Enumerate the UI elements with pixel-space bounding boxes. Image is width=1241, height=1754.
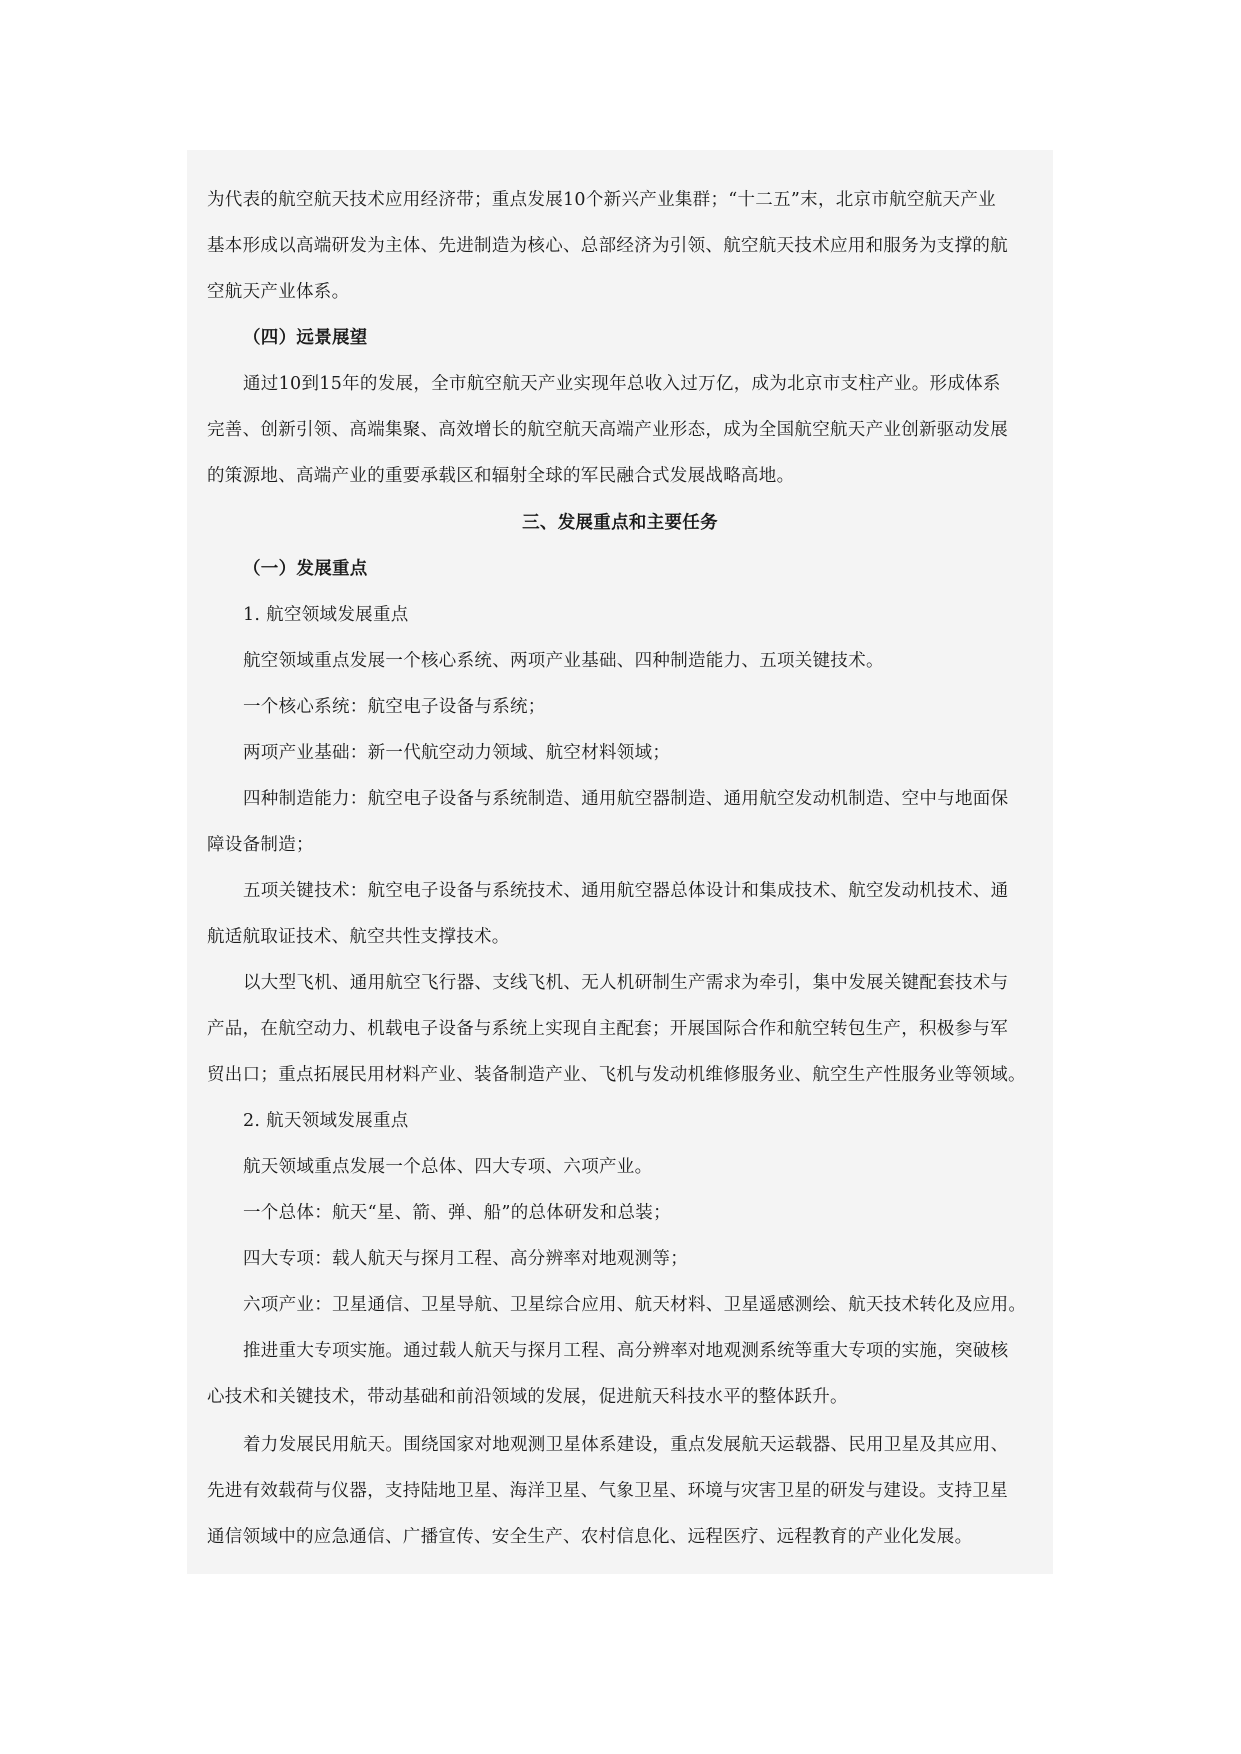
text-line: 一个总体：航天“星、箭、弹、船”的总体研发和总装； (243, 1203, 671, 1223)
text-line: 着力发展民用航天。围绕国家对地观测卫星体系建设，重点发展航天运载器、民用卫星及其应用、 (243, 1435, 1009, 1455)
text-line: 为代表的航空航天技术应用经济带；重点发展10个新兴产业集群；“十二五”末，北京市航空航天产业 (207, 190, 996, 210)
text-line: 四大专项：载人航天与探月工程、高分辨率对地观测等； (243, 1249, 688, 1269)
section-heading: （一）发展重点 (243, 559, 368, 579)
chapter-heading: 三、发展重点和主要任务 (522, 513, 718, 533)
text-line: 四种制造能力：航空电子设备与系统制造、通用航空器制造、通用航空发动机制造、空中与地面保 (243, 789, 1009, 809)
text-line: 一个核心系统：航空电子设备与系统； (243, 697, 546, 717)
section-heading: （四）远景展望 (243, 328, 368, 348)
text-line: 通过10到15年的发展，全市航空航天产业实现年总收入过万亿，成为北京市支柱产业。形成体系 (243, 374, 1001, 394)
text-line: 六项产业：卫星通信、卫星导航、卫星综合应用、航天材料、卫星遥感测绘、航天技术转化及应用。 (243, 1295, 1027, 1315)
text-line: 产品，在航空动力、机载电子设备与系统上实现自主配套；开展国际合作和航空转包生产，积极参与军 (207, 1019, 1008, 1039)
text-line: 推进重大专项实施。通过载人航天与探月工程、高分辨率对地观测系统等重大专项的实施，突破核 (243, 1341, 1009, 1361)
text-line: 基本形成以高端研发为主体、先进制造为核心、总部经济为引领、航空航天技术应用和服务为支撑的航 (207, 236, 1008, 256)
text-line: 航天领域重点发展一个总体、四大专项、六项产业。 (243, 1157, 653, 1177)
text-line: 通信领域中的应急通信、广播宣传、安全生产、农村信息化、远程医疗、远程教育的产业化发展。 (207, 1527, 973, 1547)
text-line: 航空领域重点发展一个核心系统、两项产业基础、四种制造能力、五项关键技术。 (243, 651, 884, 671)
text-line: 贸出口；重点拓展民用材料产业、装备制造产业、飞机与发动机维修服务业、航空生产性服务业等领域。 (207, 1065, 1026, 1085)
text-line: 两项产业基础：新一代航空动力领域、航空材料领域； (243, 743, 671, 763)
text-line: 完善、创新引领、高端集聚、高效增长的航空航天高端产业形态，成为全国航空航天产业创新驱动发展 (207, 420, 1008, 440)
text-line: 五项关键技术：航空电子设备与系统技术、通用航空器总体设计和集成技术、航空发动机技术、通 (243, 881, 1009, 901)
text-line: 以大型飞机、通用航空飞行器、支线飞机、无人机研制生产需求为牵引，集中发展关键配套技术与 (243, 973, 1009, 993)
text-line: 心技术和关键技术，带动基础和前沿领域的发展，促进航天科技水平的整体跃升。 (207, 1387, 848, 1407)
text-line: 障设备制造； (207, 835, 314, 855)
document-page (187, 150, 1053, 1574)
text-line: 航适航取证技术、航空共性支撑技术。 (207, 927, 510, 947)
subsection-heading: 1. 航空领域发展重点 (243, 605, 409, 625)
text-line: 的策源地、高端产业的重要承载区和辐射全球的军民融合式发展战略高地。 (207, 466, 795, 486)
text-line: 先进有效载荷与仪器，支持陆地卫星、海洋卫星、气象卫星、环境与灾害卫星的研发与建设。支持卫星 (207, 1481, 1008, 1501)
text-line: 空航天产业体系。 (207, 282, 350, 302)
subsection-heading: 2. 航天领域发展重点 (243, 1111, 409, 1131)
